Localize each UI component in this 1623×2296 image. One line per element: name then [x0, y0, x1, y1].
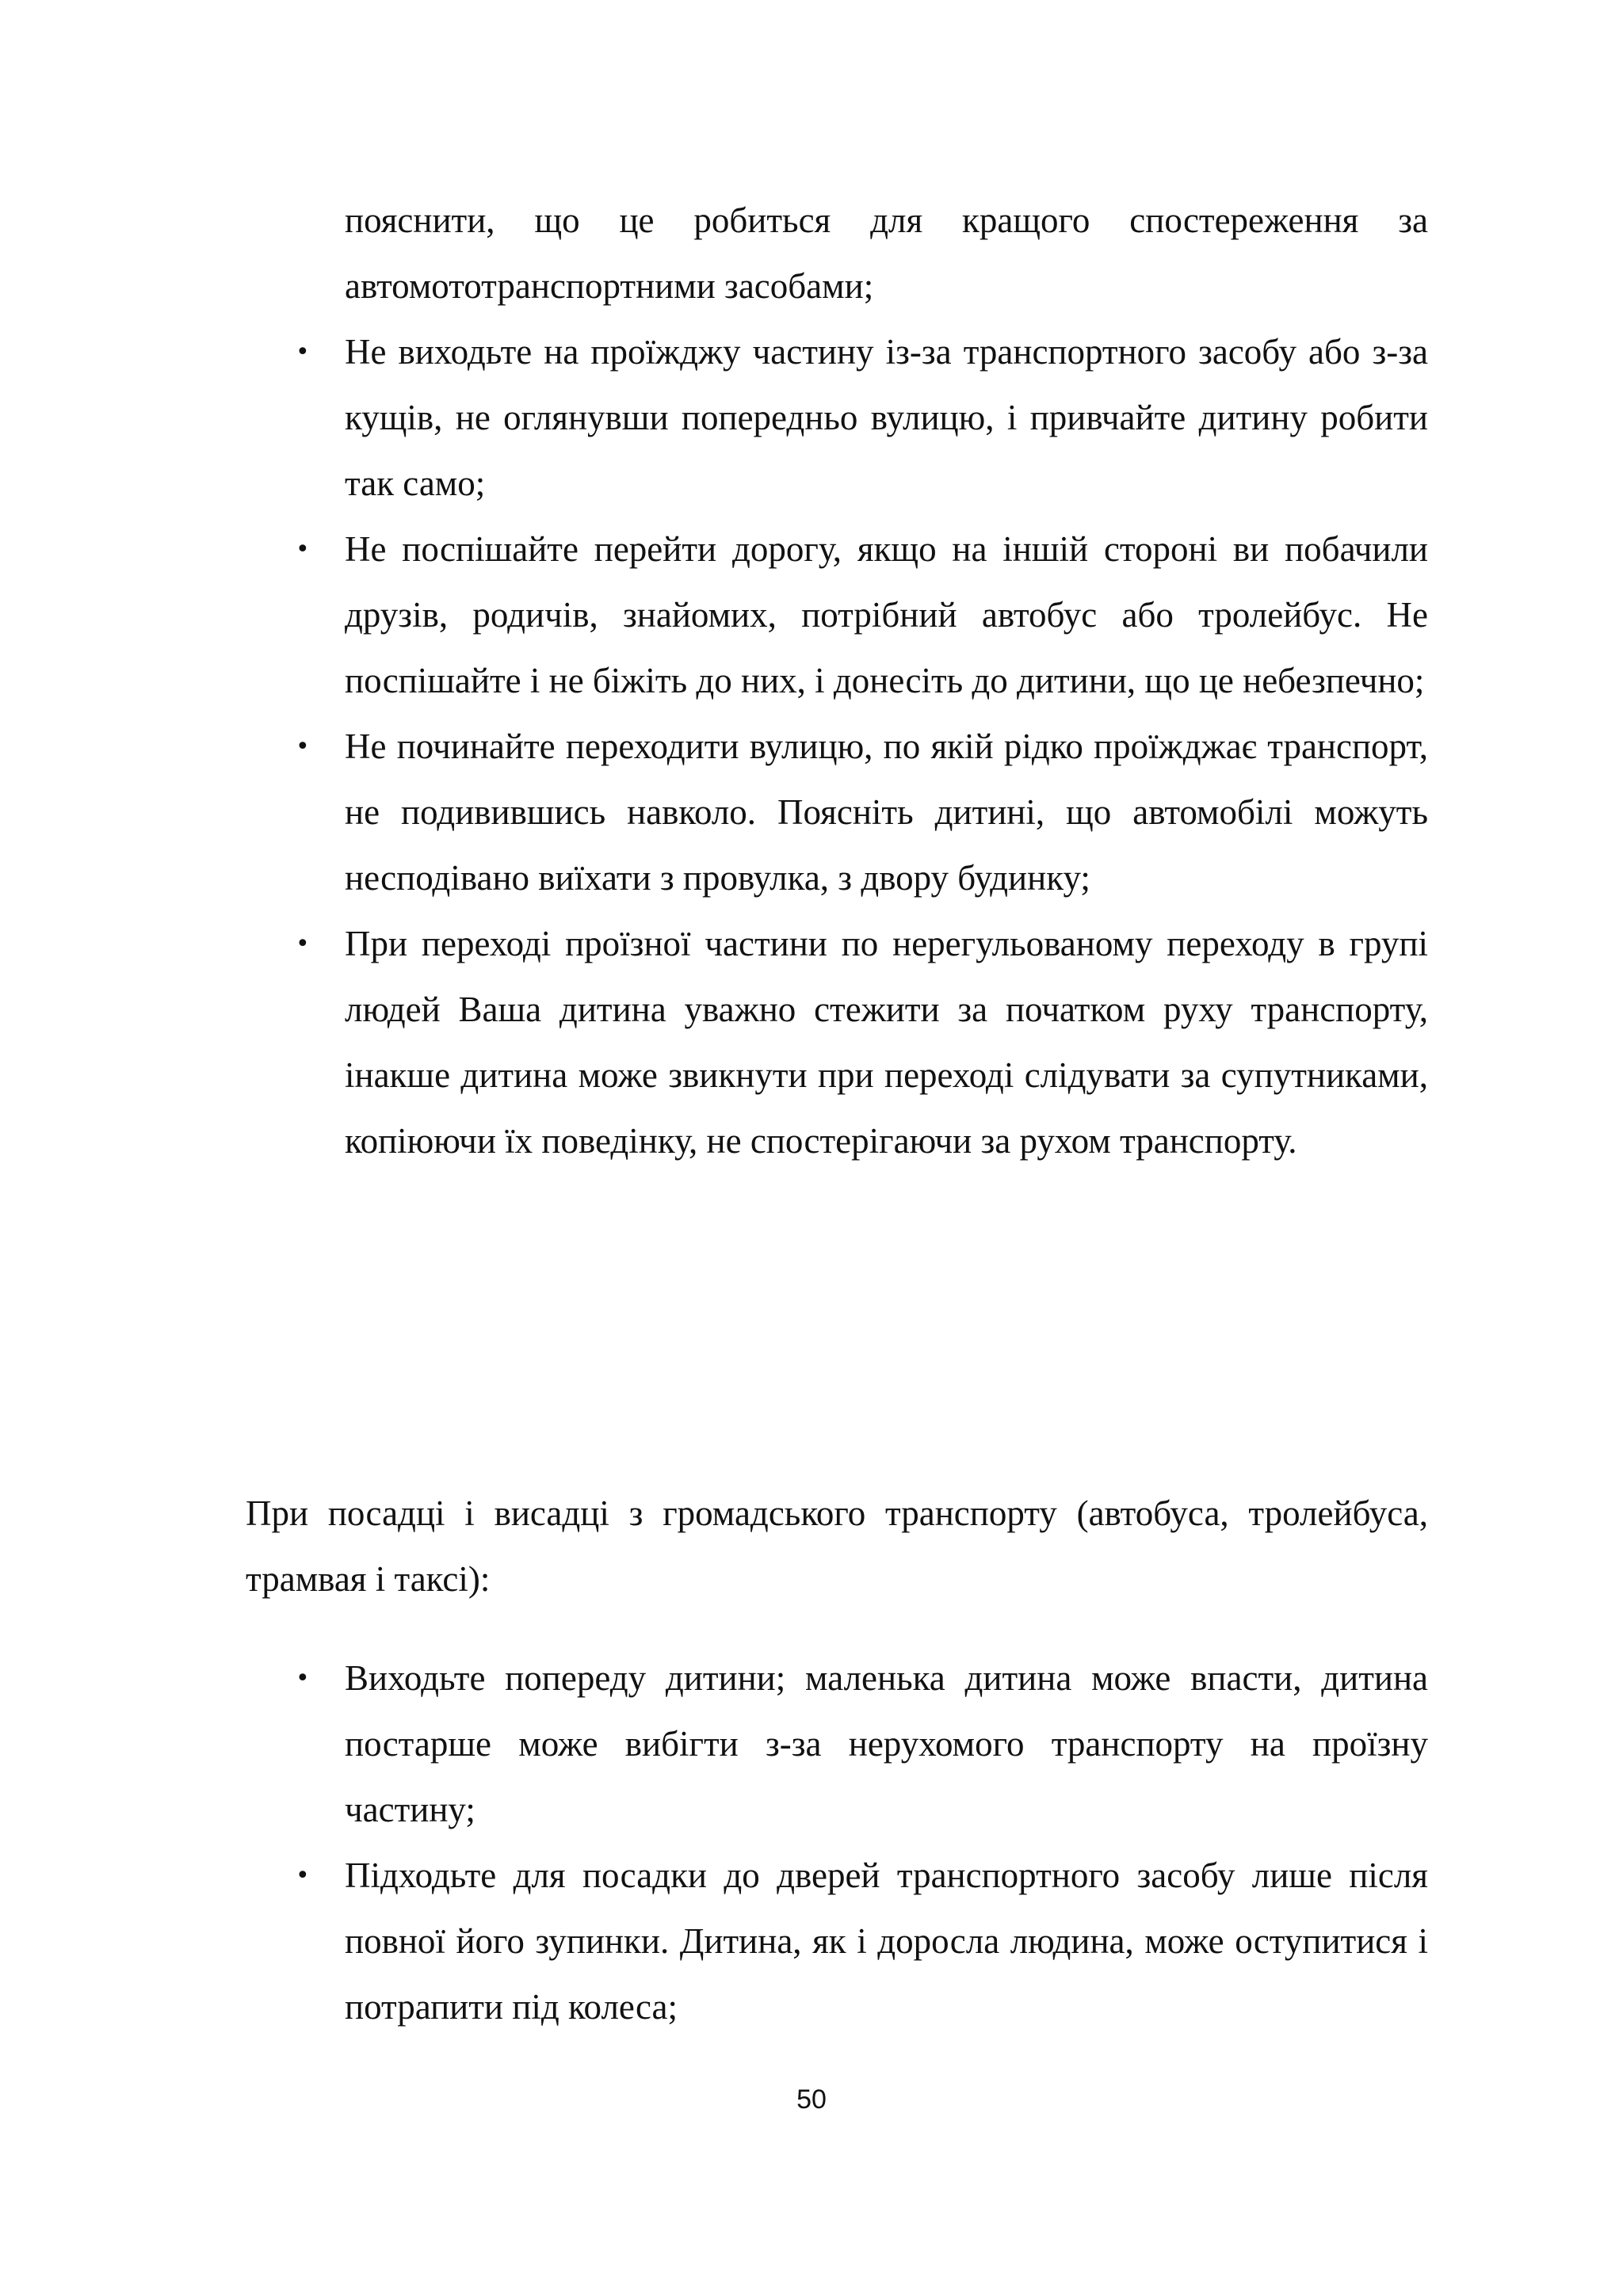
section-intro: [246, 1481, 1428, 1612]
bullet-list: [246, 319, 1428, 1174]
list-continuation: пояснити, що це робиться для кращого спостереження за автомототранспортними засобами;: [345, 200, 1428, 306]
list-item-text: Не виходьте на проїжджу частину із-за транспортного засобу або з-за кущів, не оглянувши попередньо вулицю, і привчайте дитину робити так само;: [345, 332, 1428, 503]
bullet-icon: •: [296, 536, 310, 563]
section-intro-text: При посадці і висадці з громадського транспорту (автобуса, тролейбуса, трамвая і таксі):: [246, 1493, 1428, 1599]
bullet-icon: •: [296, 1862, 310, 1890]
list-item: [246, 517, 1428, 714]
list-item: [246, 1646, 1428, 1843]
bullet-icon: •: [296, 733, 310, 761]
list-item-text: Не починайте переходити вулицю, по якій рідко проїжджає транспорт, не подивившись навколо. Поясніть дитині, що автомобілі можуть несподівано виїхати з провулка, з двору будинку;: [345, 727, 1428, 898]
bullet-icon: •: [296, 930, 310, 958]
list-item-text: При переході проїзної частини по нерегульованому переходу в групі людей Ваша дитина уважно стежити за початком руху транспорту, інакше дитина може звикнути при переході слідувати за супутниками, копіюючи їх поведінку, не спостерігаючи за рухом транспорту.: [345, 924, 1428, 1161]
list-item-text: Підходьте для посадки до дверей транспортного засобу лише після повної його зупинки. Дитина, як і доросла людина, може оступитися і потрапити під колеса;: [345, 1855, 1428, 2027]
bullet-icon: •: [296, 338, 310, 366]
list-item: [246, 911, 1428, 1174]
list-item-text: Не поспішайте перейти дорогу, якщо на іншій стороні ви побачили друзів, родичів, знайомих, потрібний автобус або тролейбус. Не поспішайте і не біжіть до них, і донесіть до дитини, що це небезпечно;: [345, 529, 1428, 700]
page-number: 50: [796, 2084, 827, 2115]
safety-list-2: [246, 1646, 1428, 2040]
bullet-icon: •: [296, 1665, 310, 1692]
list-item: [246, 1843, 1428, 2040]
bullet-list: [246, 1646, 1428, 2040]
list-item: [246, 319, 1428, 517]
list-item-text: Виходьте попереду дитини; маленька дитина може впасти, дитина постарше може вибігти з-за нерухомого транспорту на проїзну частину;: [345, 1658, 1428, 1829]
safety-list-1: [246, 188, 1428, 1174]
list-item: [246, 714, 1428, 911]
